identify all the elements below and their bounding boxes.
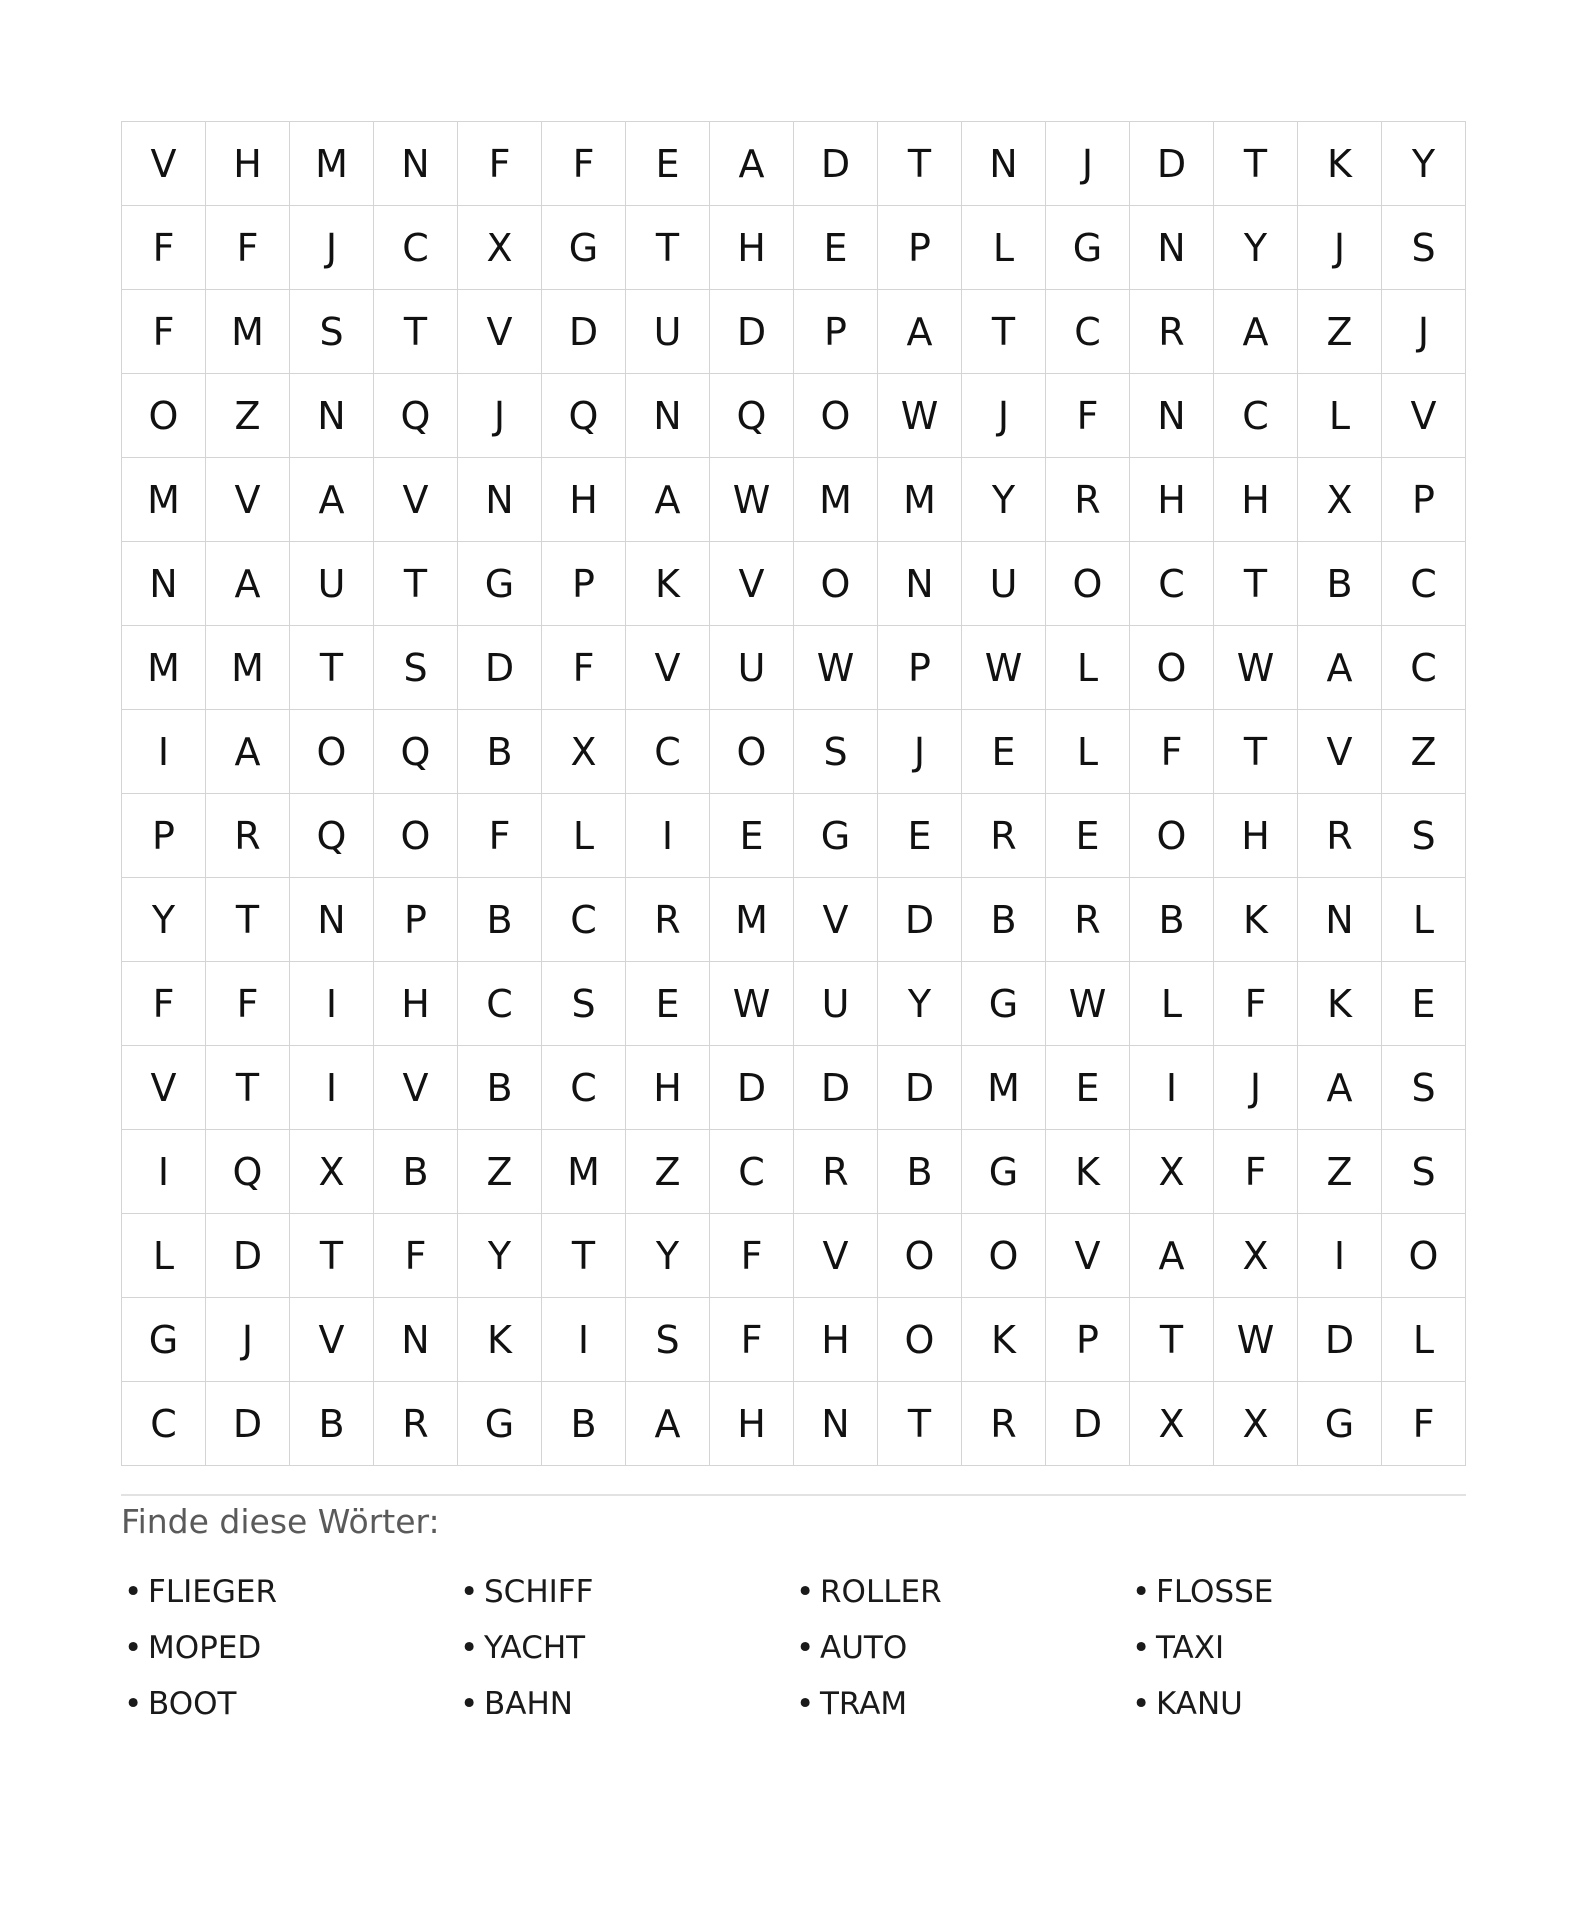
grid-cell[interactable]: C <box>374 206 458 290</box>
word-label: SCHIFF <box>484 1574 594 1610</box>
grid-cell[interactable]: H <box>1214 458 1298 542</box>
grid-cell[interactable]: B <box>1298 542 1382 626</box>
grid-cell[interactable]: D <box>1298 1298 1382 1382</box>
word-label: MOPED <box>148 1630 262 1666</box>
grid-cell[interactable]: V <box>1382 374 1466 458</box>
bullet-icon: • <box>1132 1630 1151 1666</box>
grid-cell[interactable]: R <box>1046 878 1130 962</box>
grid-cell[interactable]: W <box>1046 962 1130 1046</box>
grid-cell[interactable]: O <box>710 710 794 794</box>
grid-cell[interactable]: A <box>878 290 962 374</box>
word-label: ROLLER <box>820 1574 942 1610</box>
grid-cell[interactable]: S <box>374 626 458 710</box>
grid-cell[interactable]: P <box>1046 1298 1130 1382</box>
grid-cell[interactable]: J <box>206 1298 290 1382</box>
word-list-item <box>121 1676 457 1732</box>
grid-cell[interactable]: S <box>542 962 626 1046</box>
bullet-icon: • <box>1132 1574 1151 1610</box>
grid-cell[interactable]: F <box>1130 710 1214 794</box>
grid-cell[interactable]: I <box>122 710 206 794</box>
grid-cell[interactable]: G <box>1046 206 1130 290</box>
grid-cell[interactable]: G <box>122 1298 206 1382</box>
grid-cell[interactable]: D <box>206 1382 290 1466</box>
grid-cell[interactable]: P <box>878 626 962 710</box>
grid-cell[interactable]: X <box>1130 1130 1214 1214</box>
grid-cell[interactable]: K <box>1214 878 1298 962</box>
grid-cell[interactable]: D <box>794 122 878 206</box>
grid-cell[interactable]: F <box>122 206 206 290</box>
grid-cell[interactable]: L <box>542 794 626 878</box>
grid-cell[interactable]: J <box>1214 1046 1298 1130</box>
bullet-icon: • <box>124 1686 143 1722</box>
grid-cell[interactable]: S <box>794 710 878 794</box>
grid-cell[interactable]: F <box>458 794 542 878</box>
grid-cell[interactable]: H <box>1214 794 1298 878</box>
grid-cell[interactable]: O <box>878 1298 962 1382</box>
bullet-icon: • <box>796 1574 815 1610</box>
grid-cell[interactable]: B <box>962 878 1046 962</box>
grid-cell[interactable]: R <box>1298 794 1382 878</box>
grid-cell[interactable]: A <box>626 458 710 542</box>
grid-cell[interactable]: P <box>542 542 626 626</box>
grid-cell[interactable]: B <box>458 1046 542 1130</box>
bullet-icon: • <box>460 1630 479 1666</box>
grid-cell[interactable]: N <box>794 1382 878 1466</box>
word-label: FLOSSE <box>1156 1574 1274 1610</box>
grid-cell[interactable]: V <box>458 290 542 374</box>
grid-cell[interactable]: N <box>878 542 962 626</box>
grid-cell[interactable]: H <box>206 122 290 206</box>
grid-cell[interactable]: C <box>1382 542 1466 626</box>
grid-cell[interactable]: R <box>374 1382 458 1466</box>
grid-cell[interactable]: U <box>794 962 878 1046</box>
grid-cell[interactable]: R <box>1130 290 1214 374</box>
grid-cell[interactable]: B <box>458 710 542 794</box>
grid-cell[interactable]: Y <box>458 1214 542 1298</box>
grid-cell[interactable]: M <box>794 458 878 542</box>
grid-cell[interactable]: Q <box>710 374 794 458</box>
grid-cell[interactable]: V <box>794 878 878 962</box>
word-label: YACHT <box>484 1630 586 1666</box>
grid-cell[interactable]: O <box>290 710 374 794</box>
word-list-item <box>457 1676 793 1732</box>
grid-cell[interactable]: P <box>1382 458 1466 542</box>
grid-cell[interactable]: Q <box>290 794 374 878</box>
grid-cell[interactable]: O <box>794 374 878 458</box>
bullet-icon: • <box>796 1630 815 1666</box>
grid-cell[interactable]: H <box>1130 458 1214 542</box>
grid-cell[interactable]: L <box>122 1214 206 1298</box>
grid-cell[interactable]: T <box>374 290 458 374</box>
grid-cell[interactable]: T <box>206 878 290 962</box>
grid-cell[interactable]: L <box>1046 710 1130 794</box>
grid-cell[interactable]: C <box>1046 290 1130 374</box>
grid-cell[interactable]: Z <box>1382 710 1466 794</box>
grid-cell[interactable]: A <box>1214 290 1298 374</box>
grid-cell[interactable]: C <box>542 878 626 962</box>
grid-cell[interactable]: A <box>1298 626 1382 710</box>
grid-cell[interactable]: O <box>374 794 458 878</box>
grid-cell[interactable]: O <box>878 1214 962 1298</box>
grid-cell[interactable]: V <box>710 542 794 626</box>
grid-cell[interactable]: E <box>710 794 794 878</box>
grid-cell[interactable]: R <box>206 794 290 878</box>
grid-cell[interactable]: H <box>542 458 626 542</box>
grid-cell[interactable]: D <box>710 290 794 374</box>
grid-cell[interactable]: Q <box>206 1130 290 1214</box>
grid-cell[interactable]: Y <box>1214 206 1298 290</box>
word-label: KANU <box>1156 1686 1243 1722</box>
grid-cell[interactable]: O <box>122 374 206 458</box>
grid-cell[interactable]: B <box>290 1382 374 1466</box>
grid-cell[interactable]: B <box>542 1382 626 1466</box>
grid-cell[interactable]: X <box>1214 1382 1298 1466</box>
grid-cell[interactable]: M <box>122 458 206 542</box>
grid-cell[interactable]: W <box>1214 1298 1298 1382</box>
grid-cell[interactable]: J <box>458 374 542 458</box>
divider <box>121 1494 1466 1496</box>
grid-cell[interactable]: I <box>1298 1214 1382 1298</box>
grid-cell[interactable]: B <box>458 878 542 962</box>
word-list-item <box>1129 1564 1465 1620</box>
grid-cell[interactable]: T <box>1214 710 1298 794</box>
grid-cell[interactable]: D <box>878 1046 962 1130</box>
grid-cell[interactable]: D <box>794 1046 878 1130</box>
grid-cell[interactable]: A <box>710 122 794 206</box>
grid-cell[interactable]: J <box>290 206 374 290</box>
grid-cell[interactable]: N <box>458 458 542 542</box>
grid-cell[interactable]: X <box>1130 1382 1214 1466</box>
grid-cell[interactable]: G <box>962 1130 1046 1214</box>
grid-cell[interactable]: M <box>122 626 206 710</box>
grid-cell[interactable]: C <box>542 1046 626 1130</box>
grid-cell[interactable]: W <box>1214 626 1298 710</box>
grid-cell[interactable]: V <box>206 458 290 542</box>
grid-cell[interactable]: G <box>962 962 1046 1046</box>
grid-cell[interactable]: C <box>1214 374 1298 458</box>
grid-cell[interactable]: U <box>962 542 1046 626</box>
grid-cell[interactable]: P <box>122 794 206 878</box>
grid-cell[interactable]: E <box>1382 962 1466 1046</box>
grid-cell[interactable]: H <box>626 1046 710 1130</box>
grid-cell[interactable]: J <box>1382 290 1466 374</box>
grid-cell[interactable]: J <box>1046 122 1130 206</box>
grid-cell[interactable]: Z <box>458 1130 542 1214</box>
grid-cell[interactable]: L <box>1298 374 1382 458</box>
word-label: BOOT <box>148 1686 237 1722</box>
grid-cell[interactable]: N <box>374 1298 458 1382</box>
grid-cell[interactable]: D <box>710 1046 794 1130</box>
word-label: TAXI <box>1156 1630 1225 1666</box>
grid-cell[interactable]: X <box>290 1130 374 1214</box>
grid-cell[interactable]: I <box>1130 1046 1214 1130</box>
bullet-icon: • <box>460 1686 479 1722</box>
grid-cell[interactable]: A <box>206 710 290 794</box>
grid-cell[interactable]: K <box>458 1298 542 1382</box>
word-label: FLIEGER <box>148 1574 277 1610</box>
grid-cell[interactable]: V <box>290 1298 374 1382</box>
grid-cell[interactable]: R <box>626 878 710 962</box>
grid-cell[interactable]: T <box>1214 542 1298 626</box>
grid-cell[interactable]: L <box>1130 962 1214 1046</box>
word-label: BAHN <box>484 1686 573 1722</box>
bullet-icon: • <box>124 1630 143 1666</box>
grid-cell[interactable]: F <box>710 1214 794 1298</box>
grid-cell[interactable]: A <box>290 458 374 542</box>
grid-cell[interactable]: T <box>962 290 1046 374</box>
grid-cell[interactable]: T <box>1130 1298 1214 1382</box>
grid-cell[interactable]: F <box>542 122 626 206</box>
grid-cell[interactable]: E <box>962 710 1046 794</box>
grid-cell[interactable]: G <box>458 542 542 626</box>
grid-cell[interactable]: V <box>1046 1214 1130 1298</box>
grid-cell[interactable]: C <box>626 710 710 794</box>
grid-cell[interactable]: M <box>290 122 374 206</box>
grid-cell[interactable]: K <box>1046 1130 1130 1214</box>
grid-cell[interactable]: F <box>542 626 626 710</box>
grid-cell[interactable]: L <box>1046 626 1130 710</box>
grid-cell[interactable]: J <box>1298 206 1382 290</box>
grid-cell[interactable]: N <box>962 122 1046 206</box>
grid-cell[interactable]: Y <box>962 458 1046 542</box>
grid-cell[interactable]: F <box>122 290 206 374</box>
grid-cell[interactable]: S <box>626 1298 710 1382</box>
grid-cell[interactable]: S <box>1382 206 1466 290</box>
grid-cell[interactable]: E <box>1046 794 1130 878</box>
grid-cell[interactable]: I <box>122 1130 206 1214</box>
grid-cell[interactable]: H <box>710 1382 794 1466</box>
grid-cell[interactable]: F <box>1214 1130 1298 1214</box>
word-list-heading: Finde diese Wörter: <box>121 1502 440 1541</box>
grid-cell[interactable]: G <box>542 206 626 290</box>
grid-cell[interactable]: F <box>374 1214 458 1298</box>
grid-cell[interactable]: Q <box>374 710 458 794</box>
grid-cell[interactable]: W <box>794 626 878 710</box>
word-label: TRAM <box>820 1686 908 1722</box>
grid-cell[interactable]: U <box>710 626 794 710</box>
grid-cell[interactable]: Z <box>206 374 290 458</box>
grid-cell[interactable]: V <box>374 1046 458 1130</box>
grid-cell[interactable]: K <box>1298 122 1382 206</box>
grid-cell[interactable]: B <box>374 1130 458 1214</box>
grid-cell[interactable]: X <box>458 206 542 290</box>
grid-cell[interactable]: F <box>206 206 290 290</box>
grid-cell[interactable]: C <box>710 1130 794 1214</box>
grid-cell[interactable]: S <box>1382 1046 1466 1130</box>
grid-cell[interactable]: N <box>374 122 458 206</box>
grid-cell[interactable]: Z <box>1298 290 1382 374</box>
grid-cell[interactable]: L <box>1382 1298 1466 1382</box>
grid-cell[interactable]: M <box>878 458 962 542</box>
bullet-icon: • <box>796 1686 815 1722</box>
grid-cell[interactable]: F <box>1214 962 1298 1046</box>
grid-cell[interactable]: T <box>542 1214 626 1298</box>
grid-cell[interactable]: R <box>962 794 1046 878</box>
word-label: AUTO <box>820 1630 908 1666</box>
grid-cell[interactable]: Y <box>626 1214 710 1298</box>
grid-cell[interactable]: T <box>1214 122 1298 206</box>
grid-cell[interactable]: N <box>1130 374 1214 458</box>
grid-cell[interactable]: N <box>290 878 374 962</box>
grid-cell[interactable]: T <box>290 1214 374 1298</box>
grid-cell[interactable]: N <box>1298 878 1382 962</box>
grid-cell[interactable]: N <box>122 542 206 626</box>
grid-cell[interactable]: V <box>794 1214 878 1298</box>
grid-cell[interactable]: A <box>1298 1046 1382 1130</box>
grid-cell[interactable]: X <box>1298 458 1382 542</box>
bullet-icon: • <box>460 1574 479 1610</box>
grid-cell[interactable]: J <box>878 710 962 794</box>
grid-cell[interactable]: J <box>962 374 1046 458</box>
grid-cell[interactable]: T <box>290 626 374 710</box>
grid-cell[interactable]: R <box>962 1382 1046 1466</box>
grid-cell[interactable]: A <box>626 1382 710 1466</box>
grid-cell[interactable]: E <box>626 962 710 1046</box>
grid-cell[interactable]: R <box>794 1130 878 1214</box>
grid-cell[interactable]: D <box>206 1214 290 1298</box>
grid-cell[interactable]: C <box>122 1382 206 1466</box>
grid-cell[interactable]: E <box>794 206 878 290</box>
grid-cell[interactable]: F <box>458 122 542 206</box>
word-list-item <box>1129 1620 1465 1676</box>
grid-cell[interactable]: O <box>1130 794 1214 878</box>
grid-cell[interactable]: Z <box>626 1130 710 1214</box>
grid-cell[interactable]: O <box>1382 1214 1466 1298</box>
grid-cell[interactable]: O <box>1046 542 1130 626</box>
grid-cell[interactable]: E <box>1046 1046 1130 1130</box>
grid-cell[interactable]: Z <box>1298 1130 1382 1214</box>
grid-cell[interactable]: D <box>1130 122 1214 206</box>
grid-cell[interactable]: S <box>290 290 374 374</box>
grid-cell[interactable]: V <box>122 122 206 206</box>
grid-cell[interactable]: V <box>626 626 710 710</box>
grid-cell[interactable]: I <box>290 1046 374 1130</box>
grid-cell[interactable]: X <box>542 710 626 794</box>
word-list-item <box>121 1564 457 1620</box>
grid-cell[interactable]: N <box>626 374 710 458</box>
grid-cell[interactable]: R <box>1046 458 1130 542</box>
grid-cell[interactable]: F <box>1046 374 1130 458</box>
grid-cell[interactable]: E <box>878 794 962 878</box>
grid-cell[interactable]: F <box>710 1298 794 1382</box>
grid-cell[interactable]: F <box>1382 1382 1466 1466</box>
grid-cell[interactable]: D <box>1046 1382 1130 1466</box>
grid-cell[interactable]: Q <box>374 374 458 458</box>
grid-cell[interactable]: M <box>710 878 794 962</box>
grid-cell[interactable]: Y <box>878 962 962 1046</box>
grid-cell[interactable]: T <box>206 1046 290 1130</box>
grid-cell[interactable]: P <box>794 290 878 374</box>
word-list-item <box>457 1620 793 1676</box>
grid-cell[interactable]: G <box>458 1382 542 1466</box>
grid-cell[interactable]: F <box>122 962 206 1046</box>
word-list-item <box>793 1564 1129 1620</box>
grid-cell[interactable]: P <box>374 878 458 962</box>
word-list <box>121 1564 1466 1732</box>
grid-cell[interactable]: N <box>290 374 374 458</box>
grid-cell[interactable]: M <box>962 1046 1046 1130</box>
grid-cell[interactable]: C <box>1382 626 1466 710</box>
grid-cell[interactable]: U <box>626 290 710 374</box>
grid-cell[interactable]: O <box>794 542 878 626</box>
grid-cell[interactable]: W <box>878 374 962 458</box>
grid-cell[interactable]: A <box>1130 1214 1214 1298</box>
grid-cell[interactable]: O <box>1130 626 1214 710</box>
grid-cell[interactable]: I <box>626 794 710 878</box>
word-list-item <box>457 1564 793 1620</box>
bullet-icon: • <box>124 1574 143 1610</box>
letter-grid <box>121 121 1466 1466</box>
grid-cell[interactable]: C <box>1130 542 1214 626</box>
grid-cell[interactable]: T <box>878 1382 962 1466</box>
grid-cell[interactable]: B <box>878 1130 962 1214</box>
grid-cell[interactable]: H <box>794 1298 878 1382</box>
grid-cell[interactable]: Q <box>542 374 626 458</box>
grid-cell[interactable]: K <box>1298 962 1382 1046</box>
grid-cell[interactable]: K <box>626 542 710 626</box>
bullet-icon: • <box>1132 1686 1151 1722</box>
grid-cell[interactable]: O <box>962 1214 1046 1298</box>
grid-cell[interactable]: B <box>1130 878 1214 962</box>
grid-cell[interactable]: L <box>962 206 1046 290</box>
grid-cell[interactable]: Y <box>122 878 206 962</box>
grid-cell[interactable]: V <box>374 458 458 542</box>
grid-cell[interactable]: M <box>206 626 290 710</box>
grid-cell[interactable]: G <box>794 794 878 878</box>
grid-cell[interactable]: F <box>206 962 290 1046</box>
grid-cell[interactable]: M <box>542 1130 626 1214</box>
grid-cell[interactable]: M <box>206 290 290 374</box>
grid-cell[interactable]: W <box>962 626 1046 710</box>
grid-cell[interactable]: S <box>1382 794 1466 878</box>
grid-cell[interactable]: D <box>542 290 626 374</box>
grid-cell[interactable]: Y <box>1382 122 1466 206</box>
grid-cell[interactable]: N <box>1130 206 1214 290</box>
grid-cell[interactable]: L <box>1382 878 1466 962</box>
grid-cell[interactable]: A <box>206 542 290 626</box>
grid-cell[interactable]: P <box>878 206 962 290</box>
grid-cell[interactable]: X <box>1214 1214 1298 1298</box>
grid-cell[interactable]: T <box>626 206 710 290</box>
grid-cell[interactable]: E <box>626 122 710 206</box>
grid-cell[interactable]: V <box>122 1046 206 1130</box>
grid-cell[interactable]: I <box>290 962 374 1046</box>
grid-cell[interactable]: K <box>962 1298 1046 1382</box>
word-list-item <box>793 1676 1129 1732</box>
grid-cell[interactable]: D <box>458 626 542 710</box>
grid-cell[interactable]: W <box>710 458 794 542</box>
grid-cell[interactable]: V <box>1298 710 1382 794</box>
word-list-item <box>1129 1676 1465 1732</box>
grid-cell[interactable]: U <box>290 542 374 626</box>
grid-cell[interactable]: G <box>1298 1382 1382 1466</box>
grid-cell[interactable]: W <box>710 962 794 1046</box>
grid-cell[interactable]: H <box>710 206 794 290</box>
grid-cell[interactable]: I <box>542 1298 626 1382</box>
grid-cell[interactable]: H <box>374 962 458 1046</box>
grid-cell[interactable]: T <box>374 542 458 626</box>
grid-cell[interactable]: S <box>1382 1130 1466 1214</box>
grid-cell[interactable]: T <box>878 122 962 206</box>
word-list-item <box>121 1620 457 1676</box>
grid-cell[interactable]: D <box>878 878 962 962</box>
word-list-item <box>793 1620 1129 1676</box>
grid-cell[interactable]: C <box>458 962 542 1046</box>
